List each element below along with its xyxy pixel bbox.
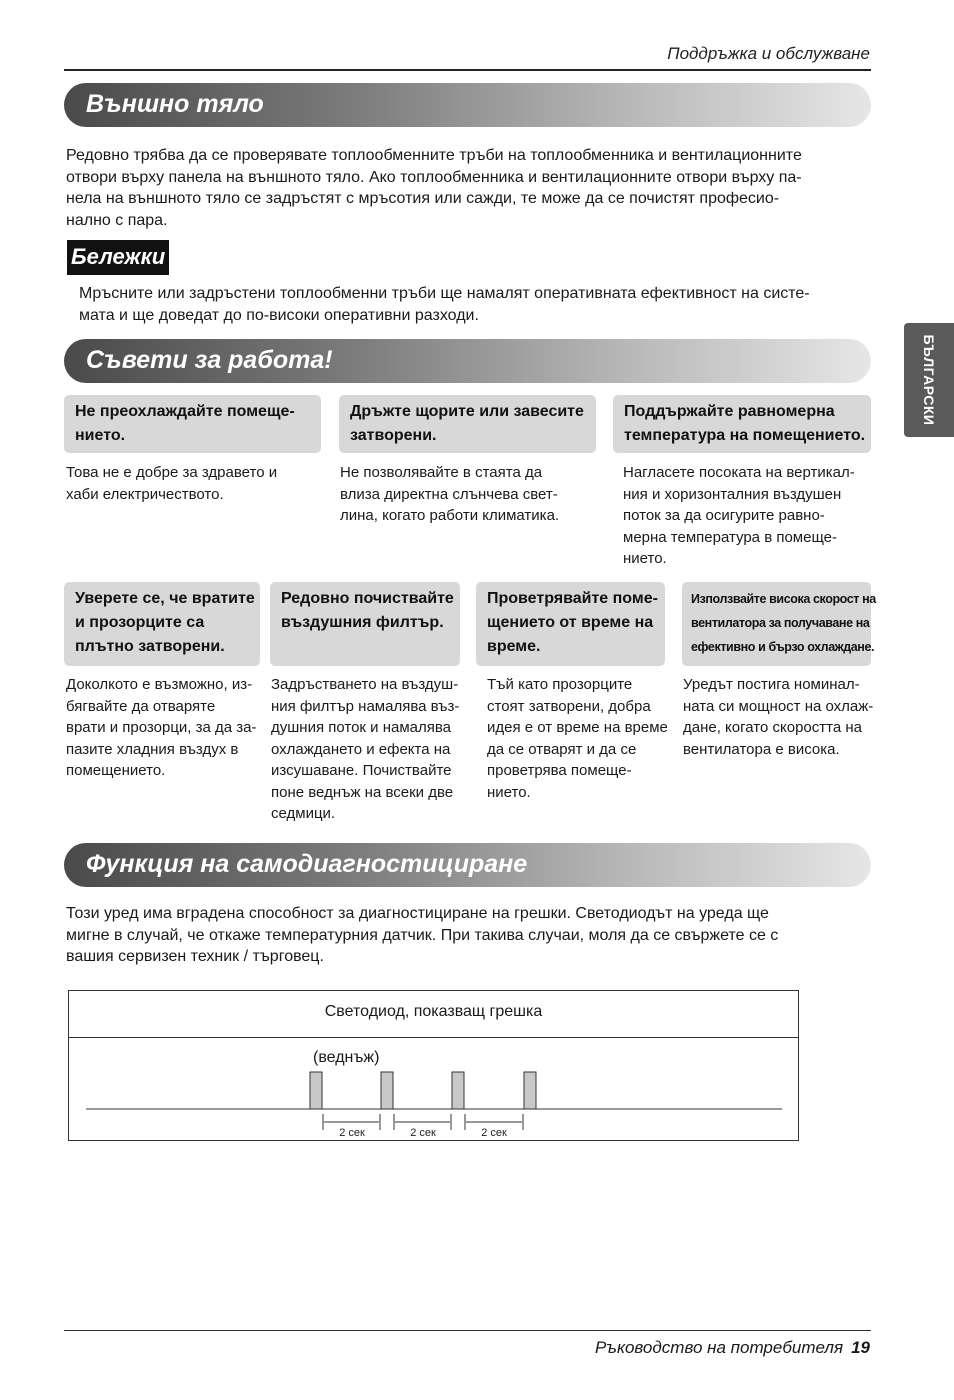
tip-body-line: седмици. — [271, 805, 336, 822]
tip-body-line: изсушаване. Почиствайте — [271, 762, 452, 779]
tip-heading-line: време. — [487, 638, 541, 655]
tip-body-line: вентилатора е висока. — [683, 740, 840, 758]
text-line: отвори върху панела на външното тяло. Ако топлообменника и вентилационните отвори върху па- — [66, 168, 802, 186]
text-line: Този уред има вградена способност за диагностициране на грешки. Светодиодът на уреда ще — [66, 905, 769, 922]
tip-body-line: влиза директна слънчева свет- — [340, 485, 558, 503]
tip-heading-line: Редовно почиствайте — [281, 590, 454, 607]
tip-body-line: Не позволявайте в стаята да — [340, 464, 543, 481]
tip-body-line: врати и прозорци, за да за- — [66, 719, 257, 736]
led-pulse — [524, 1072, 536, 1109]
tip-body-line: Доколкото е възможно, из- — [66, 676, 253, 693]
interval-label: 2 сек — [339, 1127, 365, 1139]
text-line: мигне в случай, че откаже температурния датчик. При такива случаи, моля да се свържете се с — [66, 926, 779, 944]
led-pulse — [381, 1072, 393, 1109]
tip-heading-line: Не преохлаждайте помеще- — [75, 403, 295, 420]
language-tab-label: БЪЛГАРСКИ — [921, 334, 937, 426]
text-line: Мръсните или задръстени топлообменни тръби ще намалят оперативната ефективност на систе- — [79, 285, 810, 302]
tip-body-line: пазите хладния въздух в — [66, 740, 239, 758]
tip-heading-line: Използвайте висока скорост на — [691, 592, 876, 606]
tip-heading-line: Дръжте щорите или завесите — [350, 403, 584, 420]
tip-body-line: Това не е добре за здравето и — [66, 464, 278, 481]
interval-label: 2 сек — [481, 1127, 507, 1139]
tip-body-line: дане, когато скоростта на — [683, 719, 862, 736]
running-header: Поддръжка и обслужване — [667, 44, 870, 63]
tip-heading-line: щението от време на — [487, 614, 654, 631]
tip-body-line: хаби електричеството. — [66, 485, 224, 503]
tip-heading-line: и прозорците са — [75, 614, 205, 631]
led-pulse — [310, 1072, 322, 1109]
tip-body-line: охлаждането и ефекта на — [271, 740, 451, 758]
text-line: нално с пара. — [66, 211, 168, 229]
text-line: Редовно трябва да се проверявате топлообменните тръби на топлообменника и вентилационните — [66, 147, 802, 164]
tip-heading-line: Поддържайте равномерна — [624, 403, 835, 420]
tip-body-line: нието. — [623, 550, 667, 567]
tip-body-line: душния поток и намалява — [271, 719, 451, 736]
led-table-title: Светодиод, показващ грешка — [324, 1003, 543, 1020]
tip-body-line: лина, когато работи климатика. — [340, 507, 560, 524]
footer-title: Ръководство на потребителя — [595, 1338, 844, 1357]
footer — [595, 1338, 870, 1358]
tip-body-line: Тъй като прозорците — [487, 676, 633, 693]
tip-heading-line: ефективно и бързо охлаждане. — [691, 640, 875, 654]
section-title-diagnostics: Функция на самодиагностициране — [86, 850, 528, 878]
tip-body-line: ния филтър намалява въз- — [271, 697, 460, 715]
tip-heading-line: Проветрявайте поме- — [487, 590, 658, 607]
tip-body-line: Уредът постига номинал- — [683, 676, 860, 693]
tip-body-line: поне веднъж на всеки две — [271, 783, 454, 801]
tip-body-line: помещението. — [66, 762, 166, 779]
tip-heading-line: затворени. — [350, 427, 437, 444]
text-line: вашия сервизен техник / търговец. — [66, 948, 324, 965]
page-number: 19 — [851, 1338, 870, 1357]
text-line: нела на външното тяло се задръстят с мръсотия или сажди, те може да се почистят професио- — [66, 190, 780, 207]
tip-body-line: Нагласете посоката на вертикал- — [623, 464, 855, 481]
tip-heading-line: температура на помещението. — [624, 427, 866, 444]
interval-label: 2 сек — [410, 1127, 436, 1139]
tip-body-line: ната си мощност на охлаж- — [683, 697, 874, 715]
tip-body-line: да се отварят и да се — [487, 740, 637, 758]
tip-heading-line: Уверете се, че вратите — [75, 590, 255, 607]
led-pulse — [452, 1072, 464, 1109]
tip-body-line: бягвайте да отваряте — [66, 697, 216, 715]
tip-body-line: поток за да осигурите равно- — [623, 507, 825, 524]
tip-heading-line: въздушния филтър. — [281, 614, 444, 631]
bottom-rule — [64, 1330, 871, 1331]
section-title-outdoor: Външно тяло — [86, 90, 264, 118]
tip-heading-line: вентилатора за получаване на — [691, 616, 870, 630]
text-line: мата и ще доведат до по-високи оперативни разходи. — [79, 306, 479, 324]
tip-body-line: стоят затворени, добра — [487, 697, 651, 715]
tip-body-line: ния и хоризонталния въздушен — [623, 485, 842, 503]
tip-heading-line: плътно затворени. — [75, 638, 225, 655]
tip-body-line: идея е от време на време — [487, 719, 668, 736]
tip-body-line: мерна температура в помеще- — [623, 528, 837, 546]
tip-heading-line: нието. — [75, 427, 126, 444]
notes-label: Бележки — [67, 240, 169, 275]
led-once-label: (веднъж) — [313, 1049, 380, 1066]
tip-body-line: проветрява помеще- — [487, 762, 632, 779]
tip-body-line: Задръстването на въздуш- — [271, 676, 459, 693]
tip-body-line: нието. — [487, 783, 531, 801]
section-title-tips: Съвети за работа! — [86, 346, 333, 374]
